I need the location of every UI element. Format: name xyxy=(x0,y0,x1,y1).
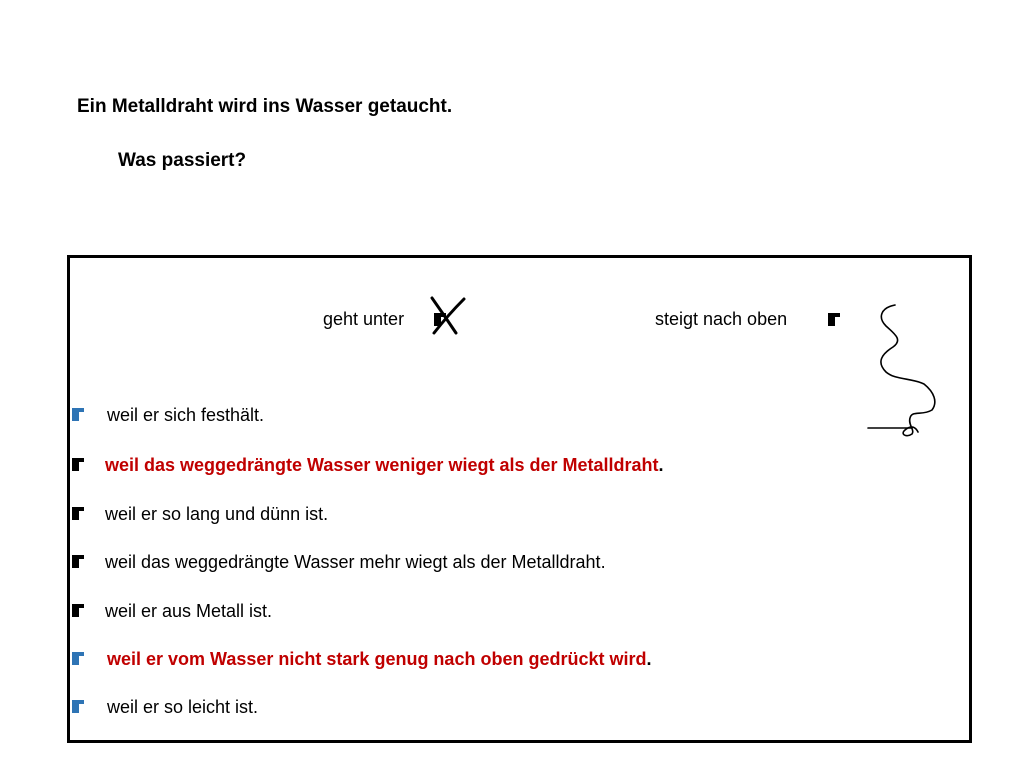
wire-sketch-icon xyxy=(868,305,935,436)
reason-text-4: weil das weggedrängte Wasser mehr wiegt als der Metalldraht. xyxy=(105,552,606,572)
reason-text-7: weil er so leicht ist. xyxy=(107,697,259,717)
option-rises-label: steigt nach oben xyxy=(655,309,788,329)
reason-text-2-end: . xyxy=(658,455,664,475)
page-title: Ein Metalldraht wird ins Wasser getaucht. xyxy=(77,96,453,117)
reason-text-1: weil er sich festhält. xyxy=(107,405,265,425)
reason-text-3: weil er so lang und dünn ist. xyxy=(105,504,329,524)
option-sinks-label: geht unter xyxy=(323,309,405,329)
reason-text-6: weil er vom Wasser nicht stark genug nach oben gedrückt wird. xyxy=(107,649,652,669)
reason-text-2: weil das weggedrängte Wasser weniger wiegt als der Metalldraht. xyxy=(105,455,664,475)
cross-mark-icon xyxy=(432,298,464,333)
reason-text-5: weil er aus Metall ist. xyxy=(105,601,273,621)
question-text: Was passiert? xyxy=(118,150,247,171)
reason-text-6-end: . xyxy=(646,649,652,669)
